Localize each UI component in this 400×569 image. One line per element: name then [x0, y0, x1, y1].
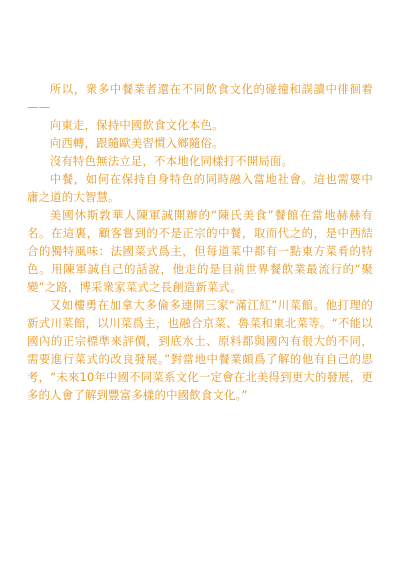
article-body [27, 80, 373, 404]
paragraph-1: 所以，衆多中餐業者還在不同飲食文化的碰撞和誤讀中徘徊着—— [27, 82, 373, 114]
paragraph-6: 美國休斯敦華人陳軍誠開辦的“陳氏美食”餐館在當地赫赫有名。在這裏，顧客嘗到的不是正宗的中餐，取而代之的，是中西結合的獨特風味：法國菜式爲主，但每道菜中都有一點東方菜肴的特色。用陳軍誠自己的話說，他走的是目前世界餐飲業最流行的“聚變”之路，博采衆家菜式之長創造新菜式。 [27, 208, 373, 294]
paragraph-3: 向西轉，跟隨歐美習慣入鄉隨俗。 [49, 136, 224, 150]
paragraph-2: 向東走，保持中國飲食文化本色。 [49, 118, 224, 132]
paragraph-4: 沒有特色無法立足，不本地化同樣打不開局面。 [49, 154, 294, 168]
paragraph-7: 又如樓勇在加拿大多倫多連開三家“滿江紅”川菜館。他打理的新式川菜館，以川菜爲主，也融合京菜、魯菜和東北菜等。“不能以國內的正宗標準來評價，到底水土、原料都與國內有很大的不同，需要進行菜式的改良發展。”對當地中餐業頗爲了解的他有自己的思考，“未來10年中國不同菜系文化一定會在北美得到更大的發展，更多的人會了解到豐富多樣的中國飲食文化。” [27, 298, 373, 402]
paragraph-5: 中餐，如何在保持自身特色的同時融入當地社會。這也需要中庸之道的大智慧。 [27, 172, 373, 204]
